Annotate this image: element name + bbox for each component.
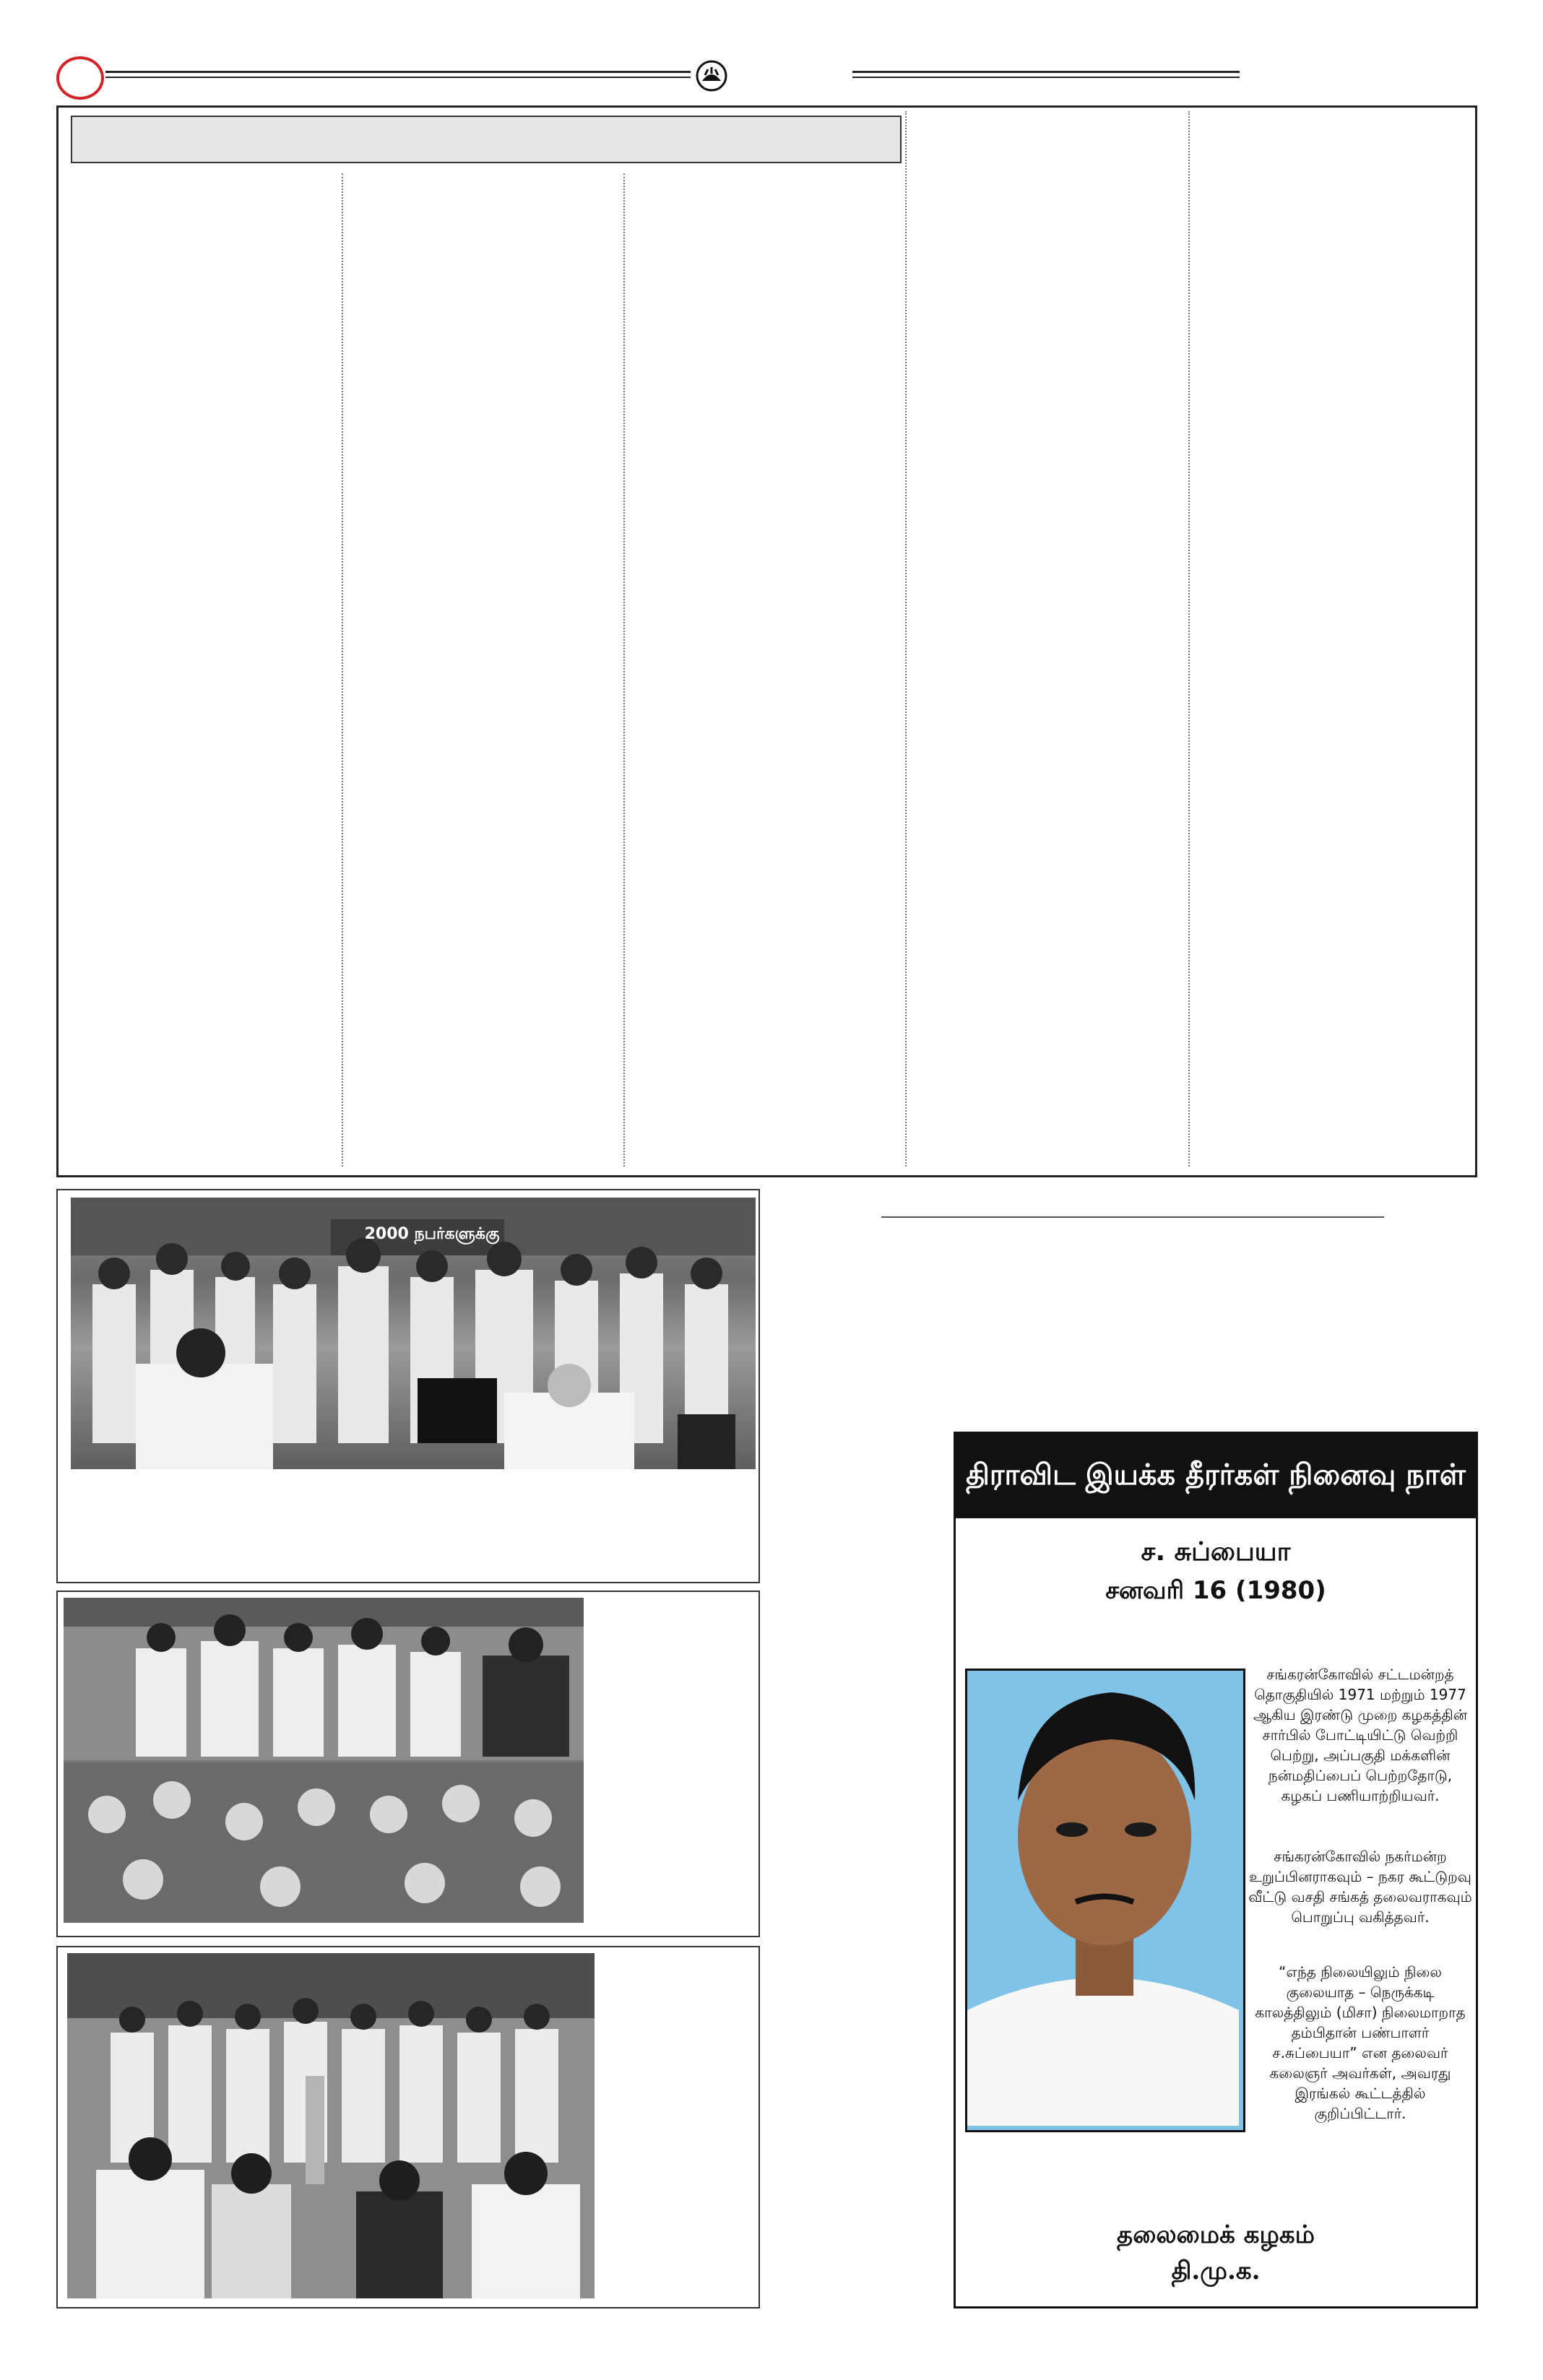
- top-article-frame: [56, 105, 1477, 1177]
- memorial-date: சனவரி 16 (1980): [1105, 1576, 1326, 1605]
- memorial-footer-line2: தி.மு.க.: [1171, 2256, 1261, 2285]
- right-column-rule: [881, 1216, 1384, 1218]
- rising-sun-emblem-icon: [695, 59, 728, 92]
- photo-banner-text: 2000 நபர்களுக்கு: [364, 1225, 500, 1243]
- memorial-portrait: [965, 1669, 1245, 2132]
- page-number-badge: [56, 56, 104, 100]
- headline-box: [71, 116, 902, 163]
- column-divider-1: [342, 173, 343, 1167]
- photo-award-ceremony: [67, 1953, 595, 2298]
- header-rule-right-top: [852, 71, 1240, 73]
- header-rule-left-bottom: [105, 77, 691, 78]
- photo-food-distribution: [71, 1198, 756, 1469]
- column-divider-4: [1188, 111, 1190, 1167]
- memorial-footer-line1: தலைமைக் கழகம்: [1117, 2220, 1315, 2249]
- column-divider-3: [905, 111, 907, 1167]
- photo-event-crowd: [64, 1598, 584, 1923]
- memorial-paragraph-1: சங்கரன்கோவில் சட்டமன்றத் தொகுதியில் 1971 மற்றும் 1977 ஆகிய இரண்டு முறை கழகத்தின் சார்பில் போட்டியிட்டு வெற்றி பெற்று, அப்பகுதி மக்களின் நன்மதிப்பைப் பெற்றதோடு, கழகப் பணியாற்றியவர்.: [1253, 1666, 1468, 1804]
- memorial-heading-bar: [954, 1432, 1478, 1518]
- memorial-paragraph-2: சங்கரன்கோவில் நகர்மன்ற உறுப்பினராகவும் – நகர கூட்டுறவு வீட்டு வசதி சங்கத் தலைவராகவும் பொறுப்பு வகித்தவர்.: [1248, 1848, 1472, 1926]
- memorial-heading: திராவிட இயக்க தீரர்கள் நினைவு நாள்: [966, 1458, 1466, 1492]
- header-rule-left-top: [105, 71, 691, 73]
- column-divider-2: [623, 173, 625, 1167]
- memorial-person-name: ச. சுப்பையா: [1141, 1537, 1291, 1567]
- memorial-paragraph-3: “எந்த நிலையிலும் நிலை குலையாத – நெருக்கடி காலத்திலும் (மிசா) நிலைமாறாத தம்பிதான் பண்பாளர் ச.சுப்பையா” என தலைவர் கலைஞர் அவர்கள், அவரது இரங்கல் கூட்டத்தில் குறிப்பிட்டார்.: [1255, 1963, 1466, 2122]
- header-rule-right-bottom: [852, 77, 1240, 78]
